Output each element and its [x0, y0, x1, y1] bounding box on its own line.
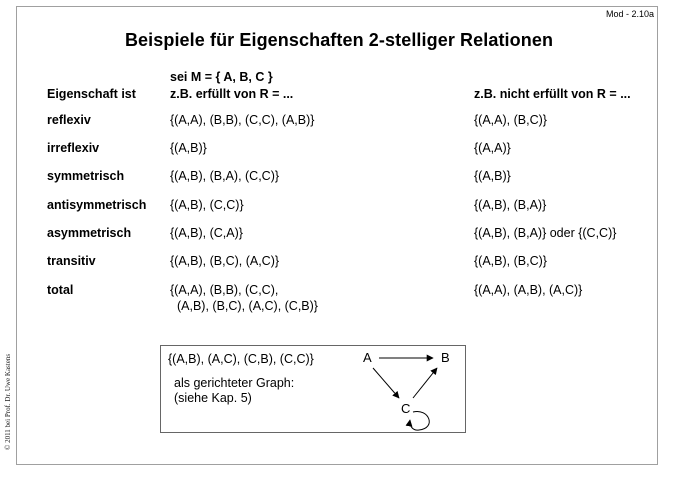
graph-example-box [160, 345, 466, 433]
example-not-fulfilled: {(A,A)} [474, 141, 511, 155]
graph-reference: (siehe Kap. 5) [174, 391, 252, 405]
set-definition: sei M = { A, B, C } [170, 70, 273, 84]
example-not-fulfilled: {(A,B), (B,C)} [474, 254, 547, 268]
graph-node-b: B [441, 350, 450, 365]
property-name: transitiv [47, 254, 96, 268]
example-not-fulfilled: {(A,B), (B,A)} oder {(C,C)} [474, 226, 617, 240]
example-fulfilled: {(A,B), (B,A), (C,C)} [170, 169, 280, 183]
graph-node-a: A [363, 350, 372, 365]
example-fulfilled: {(A,B)} [170, 141, 207, 155]
example-fulfilled: {(A,B), (C,A)} [170, 226, 243, 240]
graph-edges [161, 346, 467, 434]
property-name: total [47, 283, 74, 297]
example-fulfilled-continued: (A,B), (B,C), (A,C), (C,B)} [177, 299, 318, 313]
property-name: reflexiv [47, 113, 91, 127]
property-name: symmetrisch [47, 169, 125, 183]
example-not-fulfilled: {(A,A), (B,C)} [474, 113, 547, 127]
slide-title: Beispiele für Eigenschaften 2-stelliger Relationen [124, 30, 554, 50]
header-not-fulfilled: z.B. nicht erfüllt von R = ... [474, 87, 631, 101]
header-fulfilled: z.B. erfüllt von R = ... [170, 87, 294, 101]
example-fulfilled: {(A,B), (B,C), (A,C)} [170, 254, 280, 268]
edge-c-b [413, 368, 437, 398]
graph-caption: als gerichteter Graph: [174, 376, 295, 390]
example-fulfilled: {(A,A), (B,B), (C,C), [170, 283, 279, 297]
slide-id: Mod - 2.10a [605, 9, 654, 19]
edge-a-c [373, 368, 399, 398]
example-not-fulfilled: {(A,B)} [474, 169, 511, 183]
graph-relation: {(A,B), (A,C), (C,B), (C,C)} [168, 352, 314, 366]
graph-node-c: C [401, 401, 411, 416]
example-fulfilled: {(A,A), (B,B), (C,C), (A,B)} [170, 113, 315, 127]
example-not-fulfilled: {(A,A), (A,B), (A,C)} [474, 283, 583, 297]
copyright-note: © 2011 bei Prof. Dr. Uwe Kastens [4, 353, 12, 450]
example-fulfilled: {(A,B), (C,C)} [170, 198, 244, 212]
example-not-fulfilled: {(A,B), (B,A)} [474, 198, 547, 212]
property-name: irreflexiv [47, 141, 100, 155]
edge-c-c-loop [410, 411, 429, 430]
property-name: antisymmetrisch [47, 198, 147, 212]
property-name: asymmetrisch [47, 226, 132, 240]
header-property: Eigenschaft ist [47, 87, 136, 101]
